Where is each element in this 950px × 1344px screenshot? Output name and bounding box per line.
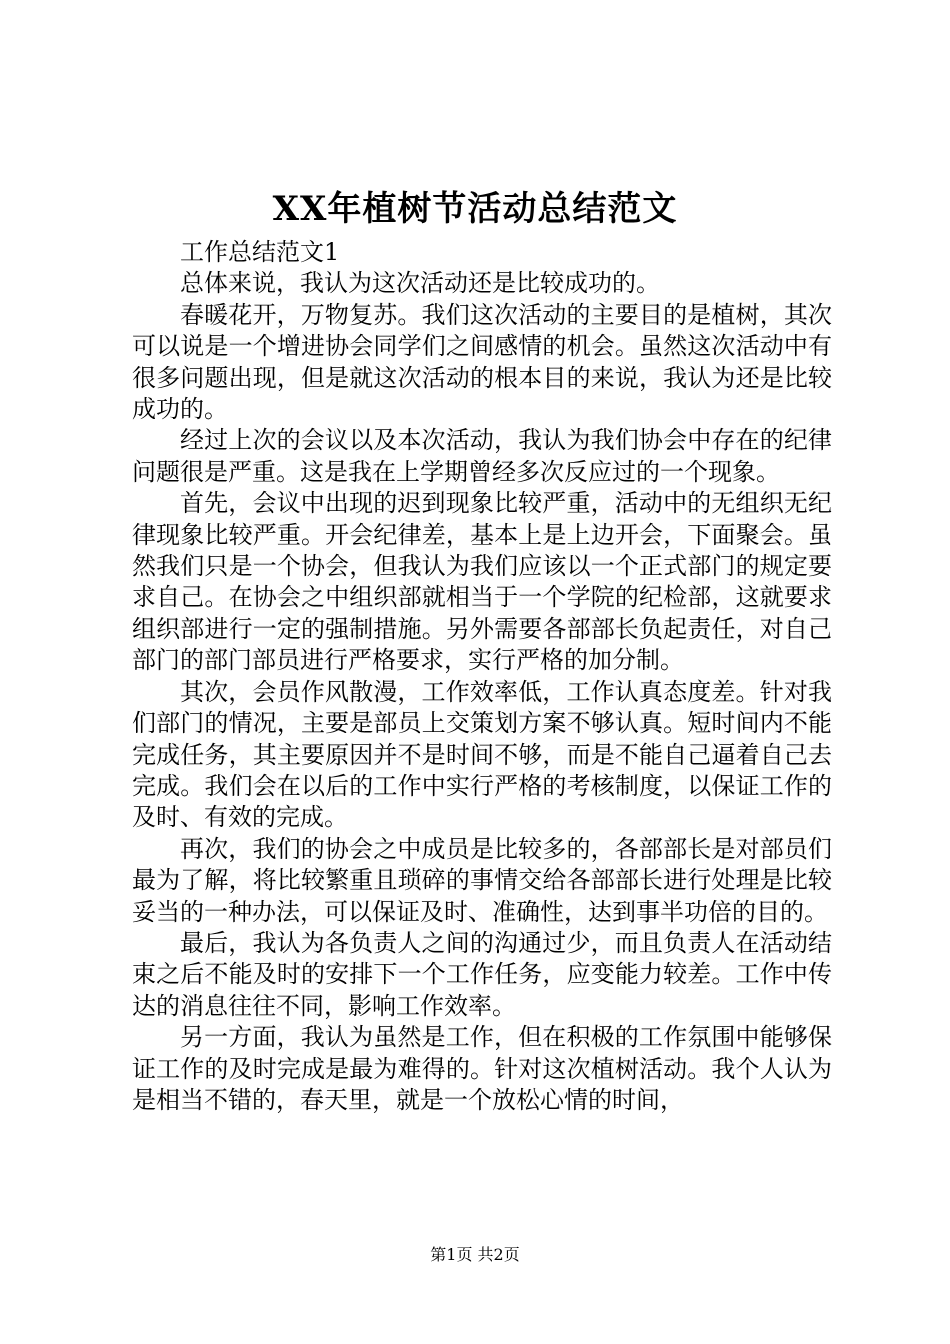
paragraph-5: 其次，会员作风散漫，工作效率低，工作认真态度差。针对我们部门的情况，主要是部员上交策划方案不够认真。短时间内不能完成任务，其主要原因并不是时间不够，而是不能自己逼着自己去完成。我们会在以后的工作中实行严格的考核制度，以保证工作的及时、有效的完成。 bbox=[132, 677, 832, 832]
document-title: XX年植树节活动总结范文 bbox=[272, 189, 678, 229]
document-body bbox=[132, 237, 832, 1116]
paragraph-6: 再次，我们的协会之中成员是比较多的，各部部长是对部员们最为了解，将比较繁重且琐碎的事情交给各部部长进行处理是比较妥当的一种办法，可以保证及时、准确性，达到事半功倍的目的。 bbox=[132, 834, 832, 926]
page-footer: 第1页 共2页 bbox=[430, 1245, 520, 1264]
paragraph-4: 首先，会议中出现的迟到现象比较严重，活动中的无组织无纪律现象比较严重。开会纪律差，基本上是上边开会，下面聚会。虽然我们只是一个协会，但我认为我们应该以一个正式部门的规定要求自己。在协会之中组织部就相当于一个学院的纪检部，这就要求组织部进行一定的强制措施。另外需要各部部长负起责任，对自己部门的部门部员进行严格要求，实行严格的加分制。 bbox=[132, 489, 832, 675]
paragraph-subtitle: 工作总结范文1 bbox=[180, 238, 340, 266]
paragraph-8: 另一方面，我认为虽然是工作，但在积极的工作氛围中能够保证工作的及时完成是最为难得的。针对这次植树活动。我个人认为是相当不错的，春天里，就是一个放松心情的时间， bbox=[132, 1023, 832, 1114]
paragraph-7: 最后，我认为各负责人之间的沟通过少，而且负责人在活动结束之后不能及时的安排下一个工作任务，应变能力较差。工作中传达的消息往往不同，影响工作效率。 bbox=[132, 928, 832, 1020]
paragraph-2: 春暖花开，万物复苏。我们这次活动的主要目的是植树，其次可以说是一个增进协会同学们之间感情的机会。虽然这次活动中有很多问题出现，但是就这次活动的根本目的来说，我认为还是比较成功的。 bbox=[132, 300, 832, 424]
paragraph-3: 经过上次的会议以及本次活动，我认为我们协会中存在的纪律问题很是严重。这是我在上学期曾经多次反应过的一个现象。 bbox=[132, 426, 832, 486]
paragraph-1: 总体来说，我认为这次活动还是比较成功的。 bbox=[180, 269, 660, 298]
